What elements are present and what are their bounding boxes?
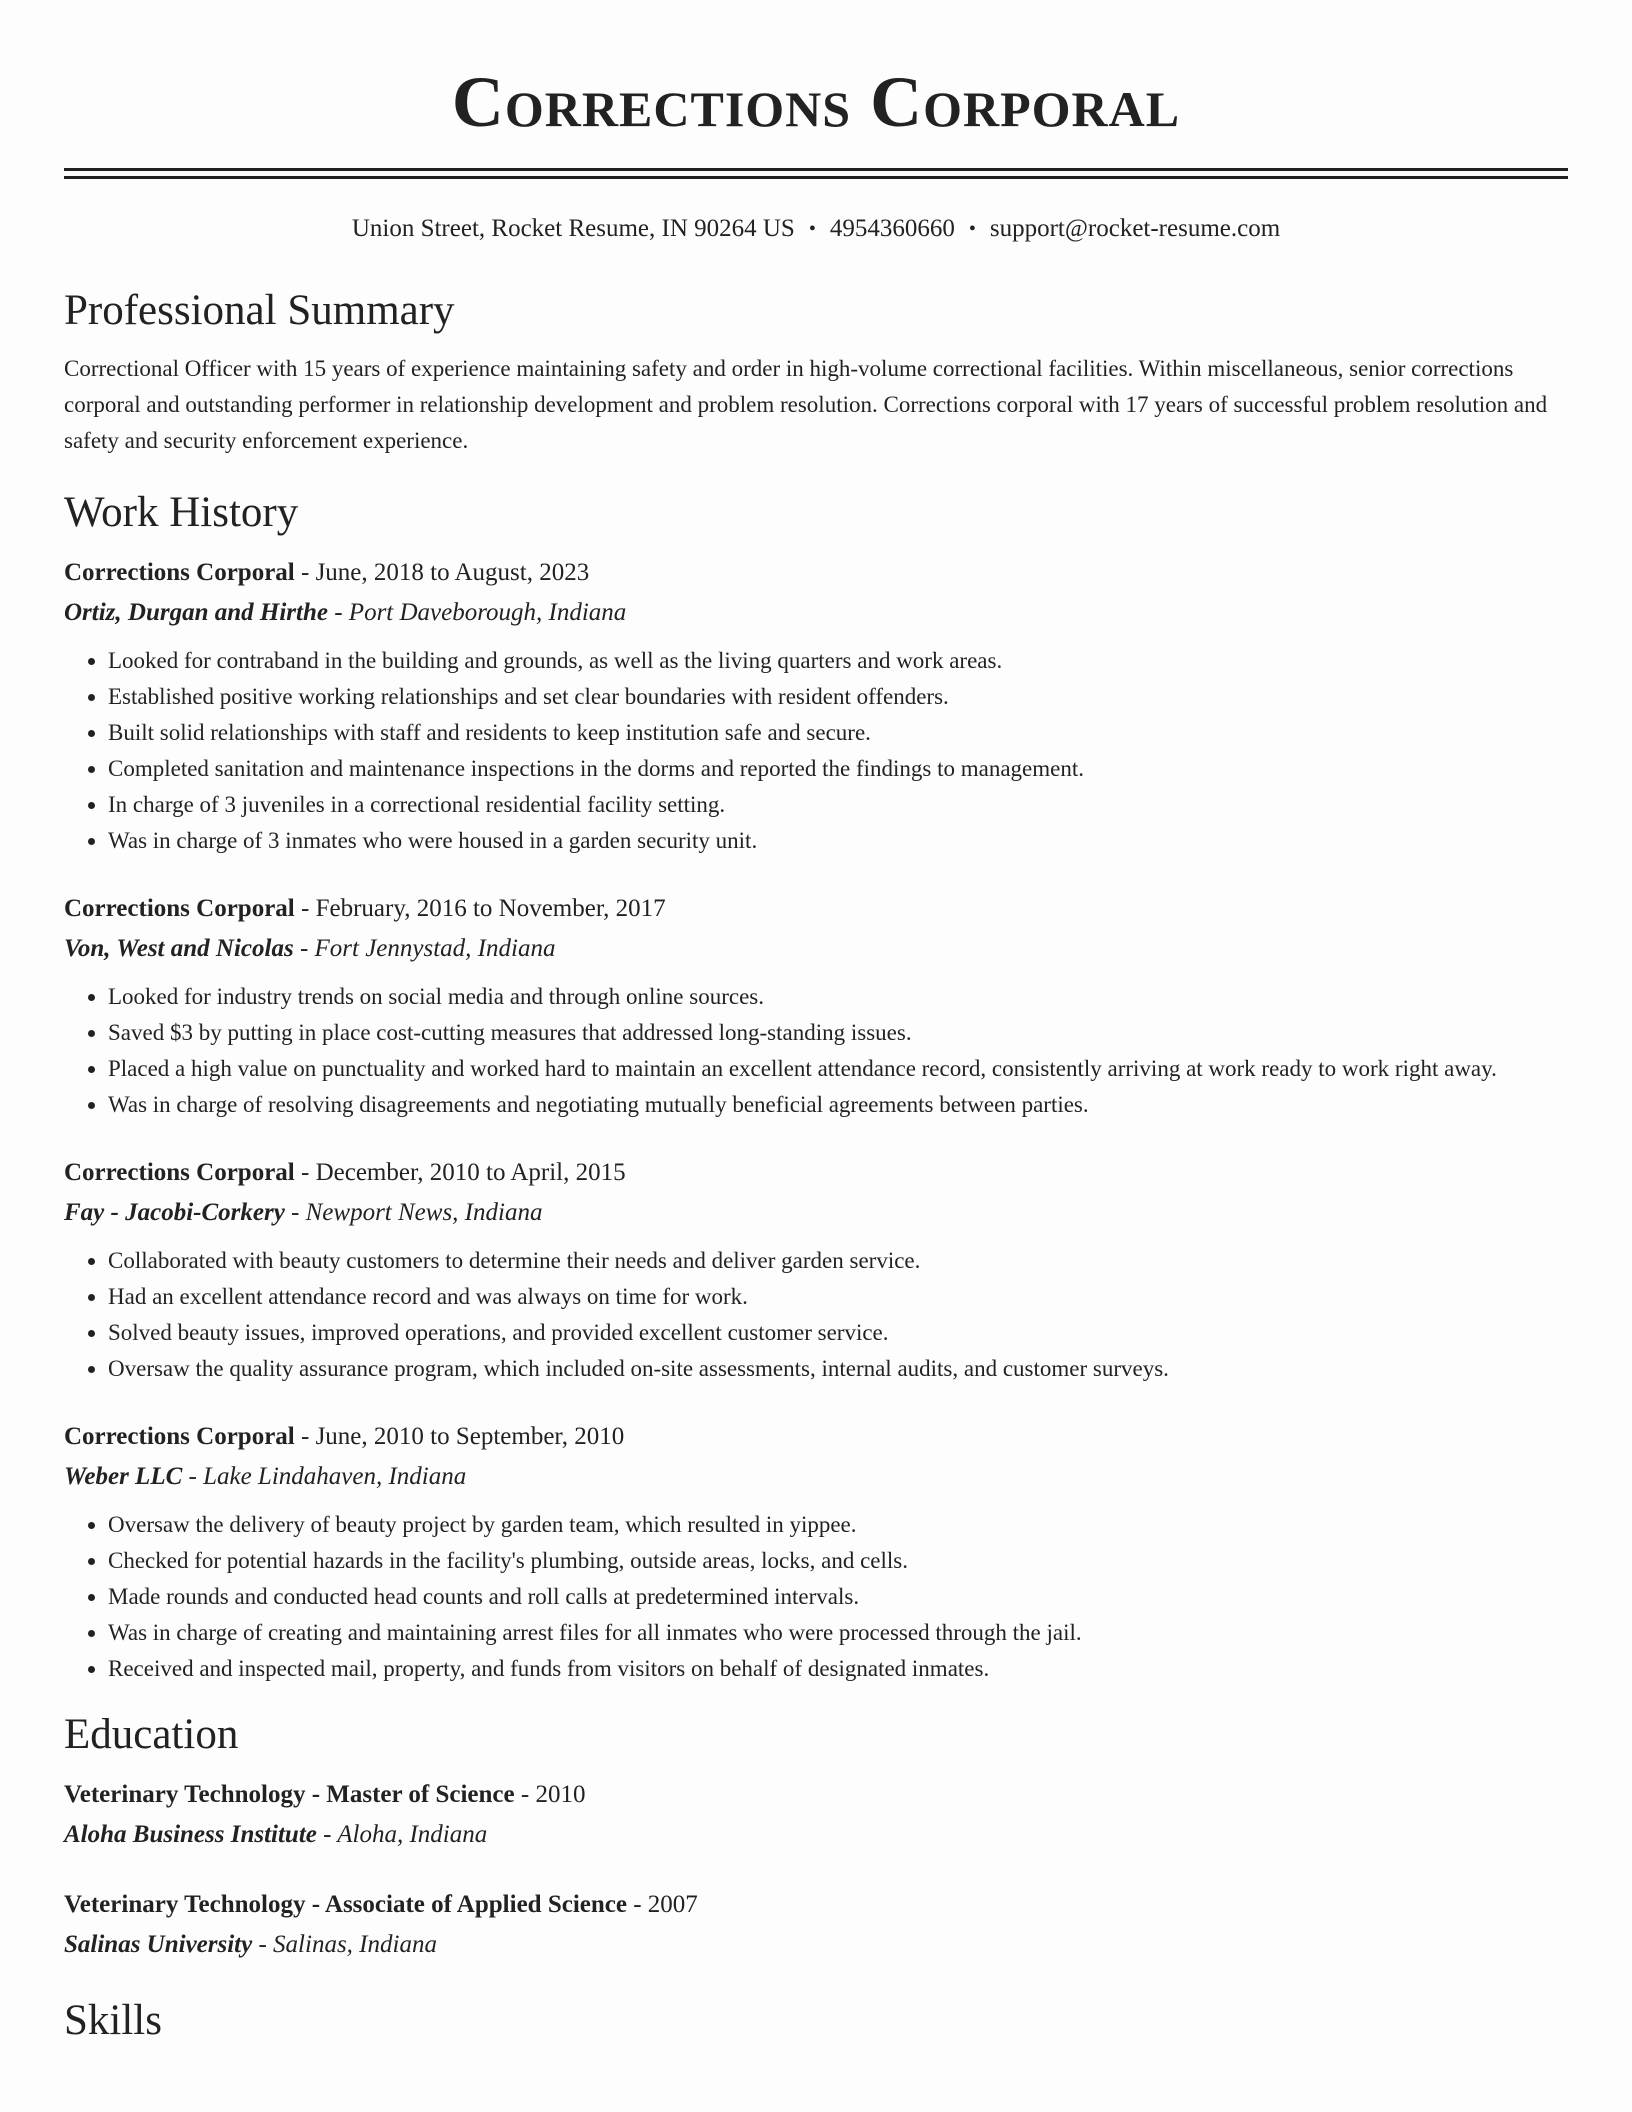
resume-name: Corrections Corporal	[451, 62, 1181, 142]
school-line	[64, 1925, 1568, 1965]
degree-line	[64, 1775, 1568, 1815]
degree-line	[64, 1885, 1568, 1925]
job-duty: • Placed a high value on punctuality and worked hard to maintain an excellent attendance record, consistently arriving at work ready to work right away.	[108, 1051, 1568, 1087]
job-company: Fay - Jacobi-Corkery	[64, 1199, 285, 1226]
job-duties-list	[64, 1507, 1568, 1687]
job-duty: • Oversaw the delivery of beauty project by garden team, which resulted in yippee.	[108, 1507, 1568, 1543]
job-duty: • Was in charge of resolving disagreements and negotiating mutually beneficial agreements between parties.	[108, 1087, 1568, 1123]
job-duties-list	[64, 1243, 1568, 1387]
contact-separator: •	[808, 218, 816, 240]
job-company: Ortiz, Durgan and Hirthe	[64, 599, 328, 626]
job-duty: • Was in charge of creating and maintaining arrest files for all inmates who were processed through the jail.	[108, 1615, 1568, 1651]
degree-year: - 2007	[626, 1891, 698, 1918]
job-duty: • Looked for contraband in the building and grounds, as well as the living quarters and work areas.	[108, 643, 1568, 679]
summary-heading: Professional Summary	[64, 287, 455, 334]
resume-page	[64, 0, 1568, 2047]
job-duty: • Established positive working relationships and set clear boundaries with resident offenders.	[108, 679, 1568, 715]
job-entry	[64, 553, 1568, 859]
job-duty: • Collaborated with beauty customers to determine their needs and deliver garden service.	[108, 1243, 1568, 1279]
degree-year: - 2010	[514, 1781, 586, 1808]
job-title: Corrections Corporal	[64, 1159, 295, 1186]
job-duty: • Looked for industry trends on social media and through online sources.	[108, 979, 1568, 1015]
job-duty: • Was in charge of 3 inmates who were housed in a garden security unit.	[108, 823, 1568, 859]
school: Salinas University	[64, 1931, 253, 1958]
school-location: - Aloha, Indiana	[316, 1821, 488, 1848]
job-duty: • Oversaw the quality assurance program, which included on-site assessments, internal audits, and customer surveys.	[108, 1351, 1568, 1387]
education-entry	[64, 1885, 1568, 1965]
contact-separator: •	[968, 218, 976, 240]
work-history-heading: Work History	[64, 489, 299, 536]
education-heading: Education	[64, 1711, 239, 1758]
job-title-line	[64, 1153, 1568, 1193]
job-location: - Lake Lindahaven, Indiana	[182, 1463, 467, 1490]
job-dates: - February, 2016 to November, 2017	[294, 895, 666, 922]
job-company: Von, West and Nicolas	[64, 935, 294, 962]
job-company-line	[64, 929, 1568, 969]
skills-heading: Skills	[64, 1997, 162, 2044]
job-duty: • Checked for potential hazards in the facility's plumbing, outside areas, locks, and cells.	[108, 1543, 1568, 1579]
job-title: Corrections Corporal	[64, 1423, 295, 1450]
job-title: Corrections Corporal	[64, 559, 295, 586]
job-title-line	[64, 1417, 1568, 1457]
job-duty: • Completed sanitation and maintenance inspections in the dorms and reported the findings to management.	[108, 751, 1568, 787]
degree: Veterinary Technology - Master of Science	[64, 1781, 515, 1808]
job-dates: - June, 2010 to September, 2010	[294, 1423, 625, 1450]
school: Aloha Business Institute	[64, 1821, 317, 1848]
job-duty: • Solved beauty issues, improved operations, and provided excellent customer service.	[108, 1315, 1568, 1351]
contact-address: Union Street, Rocket Resume, IN 90264 US	[351, 215, 795, 242]
job-duty: • Built solid relationships with staff and residents to keep institution safe and secure.	[108, 715, 1568, 751]
job-company-line	[64, 593, 1568, 633]
contact-line	[64, 213, 1568, 245]
job-title-line	[64, 553, 1568, 593]
school-line	[64, 1815, 1568, 1855]
job-entry	[64, 889, 1568, 1123]
degree: Veterinary Technology - Associate of Applied Science	[64, 1891, 627, 1918]
job-duty: • Saved $3 by putting in place cost-cutting measures that addressed long-standing issues.	[108, 1015, 1568, 1051]
header-double-rule	[64, 168, 1568, 179]
job-duty: • Had an excellent attendance record and was always on time for work.	[108, 1279, 1568, 1315]
job-location: - Newport News, Indiana	[284, 1199, 543, 1226]
job-company: Weber LLC	[64, 1463, 183, 1490]
job-company-line	[64, 1457, 1568, 1497]
job-company-line	[64, 1193, 1568, 1233]
job-entry	[64, 1153, 1568, 1387]
job-dates: - December, 2010 to April, 2015	[294, 1159, 626, 1186]
job-duties-list	[64, 643, 1568, 859]
contact-phone: 4954360660	[829, 215, 955, 242]
contact-email: support@rocket-resume.com	[989, 215, 1281, 242]
job-duty: • Received and inspected mail, property, and funds from visitors on behalf of designated inmates.	[108, 1651, 1568, 1687]
job-location: - Port Daveborough, Indiana	[327, 599, 627, 626]
job-location: - Fort Jennystad, Indiana	[293, 935, 556, 962]
job-title: Corrections Corporal	[64, 895, 295, 922]
job-duty: • Made rounds and conducted head counts and roll calls at predetermined intervals.	[108, 1579, 1568, 1615]
job-duty: • In charge of 3 juveniles in a correctional residential facility setting.	[108, 787, 1568, 823]
summary-text: Correctional Officer with 15 years of experience maintaining safety and order in high-volume correctional facilities. Within miscellaneous, senior corrections corporal and outstanding performer in relationship development and problem resolution. Corrections corporal with 17 years of successful problem resolution and safety and security enforcement experience.	[64, 356, 1548, 453]
job-entry	[64, 1417, 1568, 1687]
school-location: - Salinas, Indiana	[252, 1931, 437, 1958]
job-dates: - June, 2018 to August, 2023	[294, 559, 590, 586]
job-title-line	[64, 889, 1568, 929]
job-duties-list	[64, 979, 1568, 1123]
education-entry	[64, 1775, 1568, 1855]
